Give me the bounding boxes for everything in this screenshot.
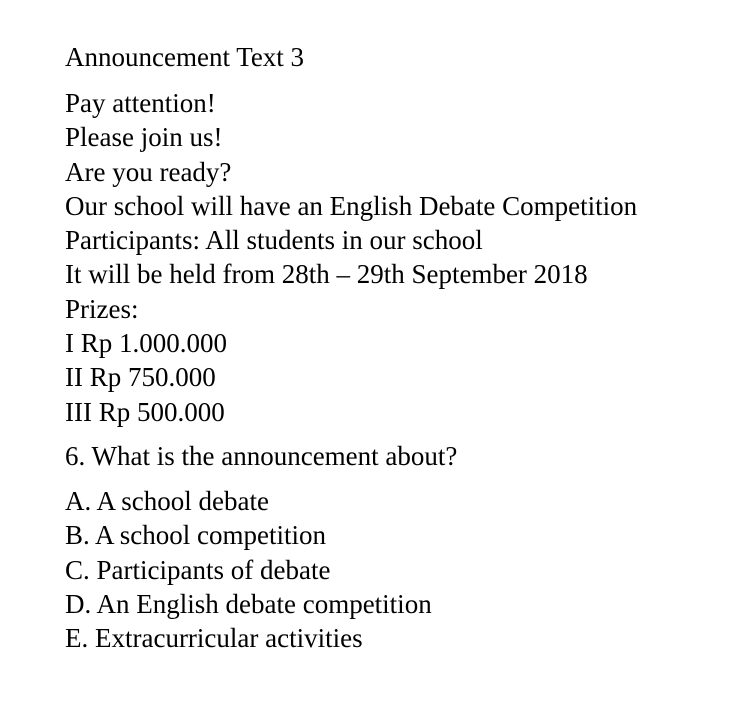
question-text: 6. What is the announcement about? — [65, 440, 458, 471]
option-b: B. A school competition — [65, 520, 326, 551]
announcement-line: Are you ready? — [65, 156, 232, 187]
announcement-title: Announcement Text 3 — [65, 42, 305, 72]
announcement-line: Our school will have an English Debate Competition — [65, 190, 638, 221]
announcement-line: Pay attention! — [65, 88, 216, 118]
announcement-line: Participants: All students in our school — [65, 225, 483, 256]
option-c: C. Participants of debate — [65, 554, 331, 585]
announcement-body — [65, 86, 725, 429]
prize-third: III Rp 500.000 — [65, 396, 225, 427]
announcement-line: Please join us! — [65, 122, 223, 153]
option-d: D. An English debate competition — [65, 588, 432, 619]
announcement-line: It will be held from 28th – 29th September 2018 — [65, 259, 588, 290]
prize-first: I Rp 1.000.000 — [65, 328, 227, 359]
document — [65, 40, 725, 655]
option-e: E. Extracurricular activities — [65, 623, 363, 654]
prize-second: II Rp 750.000 — [65, 362, 216, 393]
prizes-heading: Prizes: — [65, 293, 139, 324]
option-a: A. A school debate — [65, 485, 269, 516]
answer-options — [65, 484, 725, 655]
